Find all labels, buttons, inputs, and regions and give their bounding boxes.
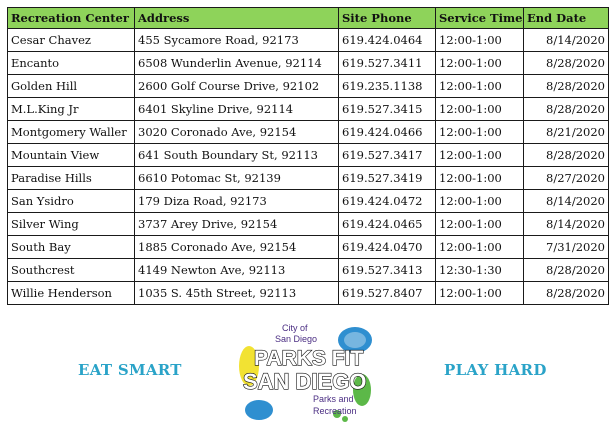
- recreation-center-cell: Mountain View: [8, 144, 135, 167]
- address-cell: 6401 Skyline Drive, 92114: [135, 98, 339, 121]
- table-row: [8, 259, 609, 282]
- table-row: [8, 98, 609, 121]
- service-time-cell: 12:00-1:00: [436, 144, 524, 167]
- table-row: [8, 52, 609, 75]
- end-date-cell: 7/31/2020: [524, 236, 609, 259]
- address-cell: 2600 Golf Course Drive, 92102: [135, 75, 339, 98]
- service-time-cell: 12:00-1:00: [436, 29, 524, 52]
- site-phone-cell: 619.527.3417: [339, 144, 436, 167]
- recreation-center-cell: Southcrest: [8, 259, 135, 282]
- address-cell: 4149 Newton Ave, 92113: [135, 259, 339, 282]
- table-row: [8, 213, 609, 236]
- end-date-cell: 8/28/2020: [524, 144, 609, 167]
- site-phone-cell: 619.527.3413: [339, 259, 436, 282]
- site-phone-cell: 619.235.1138: [339, 75, 436, 98]
- service-time-cell: 12:00-1:00: [436, 98, 524, 121]
- end-date-cell: 8/28/2020: [524, 52, 609, 75]
- table-header: [8, 8, 609, 29]
- column-header-service-time: Service Time: [436, 8, 524, 29]
- address-cell: 6508 Wunderlin Avenue, 92114: [135, 52, 339, 75]
- table-row: [8, 167, 609, 190]
- address-cell: 3737 Arey Drive, 92154: [135, 213, 339, 236]
- recreation-center-cell: Willie Henderson: [8, 282, 135, 305]
- logo-dept-line-1: Parks and: [313, 394, 354, 404]
- table-row: [8, 121, 609, 144]
- column-header-site-phone: Site Phone: [339, 8, 436, 29]
- parks-fit-san-diego-logo: [237, 318, 382, 426]
- site-phone-cell: 619.424.0465: [339, 213, 436, 236]
- site-phone-cell: 619.527.3415: [339, 98, 436, 121]
- logo-dept-line-2: Recreation: [313, 406, 357, 416]
- end-date-cell: 8/28/2020: [524, 75, 609, 98]
- address-cell: 641 South Boundary St, 92113: [135, 144, 339, 167]
- service-time-cell: 12:00-1:00: [436, 282, 524, 305]
- logo-city-line-2: San Diego: [275, 334, 318, 344]
- site-phone-cell: 619.424.0470: [339, 236, 436, 259]
- end-date-cell: 8/14/2020: [524, 213, 609, 236]
- address-cell: 455 Sycamore Road, 92173: [135, 29, 339, 52]
- address-cell: 6610 Potomac St, 92139: [135, 167, 339, 190]
- service-time-cell: 12:00-1:00: [436, 213, 524, 236]
- service-time-cell: 12:30-1:30: [436, 259, 524, 282]
- recreation-center-cell: South Bay: [8, 236, 135, 259]
- logo-city-line-1: City of: [282, 323, 308, 333]
- service-time-cell: 12:00-1:00: [436, 190, 524, 213]
- table-row: [8, 236, 609, 259]
- recreation-center-cell: M.L.King Jr: [8, 98, 135, 121]
- service-time-cell: 12:00-1:00: [436, 75, 524, 98]
- table-row: [8, 144, 609, 167]
- table-row: [8, 29, 609, 52]
- site-phone-cell: 619.527.8407: [339, 282, 436, 305]
- site-phone-cell: 619.424.0466: [339, 121, 436, 144]
- service-time-cell: 12:00-1:00: [436, 121, 524, 144]
- address-cell: 1885 Coronado Ave, 92154: [135, 236, 339, 259]
- end-date-cell: 8/28/2020: [524, 259, 609, 282]
- service-time-cell: 12:00-1:00: [436, 167, 524, 190]
- play-hard-slogan: PLAY HARD: [444, 361, 547, 379]
- address-cell: 3020 Coronado Ave, 92154: [135, 121, 339, 144]
- site-phone-cell: 619.527.3411: [339, 52, 436, 75]
- table-body: [8, 29, 609, 305]
- address-cell: 1035 S. 45th Street, 92113: [135, 282, 339, 305]
- recreation-center-cell: Golden Hill: [8, 75, 135, 98]
- table-row: [8, 75, 609, 98]
- table-row: [8, 190, 609, 213]
- service-time-cell: 12:00-1:00: [436, 236, 524, 259]
- header-row: [8, 8, 609, 29]
- end-date-cell: 8/28/2020: [524, 98, 609, 121]
- logo-title-line-2: SAN DIEGO: [243, 369, 367, 394]
- recreation-center-cell: Encanto: [8, 52, 135, 75]
- column-header-end-date: End Date: [524, 8, 609, 29]
- address-cell: 179 Diza Road, 92173: [135, 190, 339, 213]
- site-phone-cell: 619.424.0464: [339, 29, 436, 52]
- end-date-cell: 8/21/2020: [524, 121, 609, 144]
- end-date-cell: 8/27/2020: [524, 167, 609, 190]
- end-date-cell: 8/14/2020: [524, 29, 609, 52]
- table-row: [8, 282, 609, 305]
- end-date-cell: 8/28/2020: [524, 282, 609, 305]
- recreation-schedule-table: [7, 7, 609, 305]
- logo-title-line-1: PARKS FIT: [254, 347, 364, 370]
- column-header-recreation-center: Recreation Center: [8, 8, 135, 29]
- recreation-center-cell: Montgomery Waller: [8, 121, 135, 144]
- site-phone-cell: 619.424.0472: [339, 190, 436, 213]
- site-phone-cell: 619.527.3419: [339, 167, 436, 190]
- end-date-cell: 8/14/2020: [524, 190, 609, 213]
- recreation-center-cell: Paradise Hills: [8, 167, 135, 190]
- eat-smart-slogan: EAT SMART: [78, 361, 182, 379]
- column-header-address: Address: [135, 8, 339, 29]
- recreation-center-cell: San Ysidro: [8, 190, 135, 213]
- recreation-center-cell: Silver Wing: [8, 213, 135, 236]
- service-time-cell: 12:00-1:00: [436, 52, 524, 75]
- recreation-center-cell: Cesar Chavez: [8, 29, 135, 52]
